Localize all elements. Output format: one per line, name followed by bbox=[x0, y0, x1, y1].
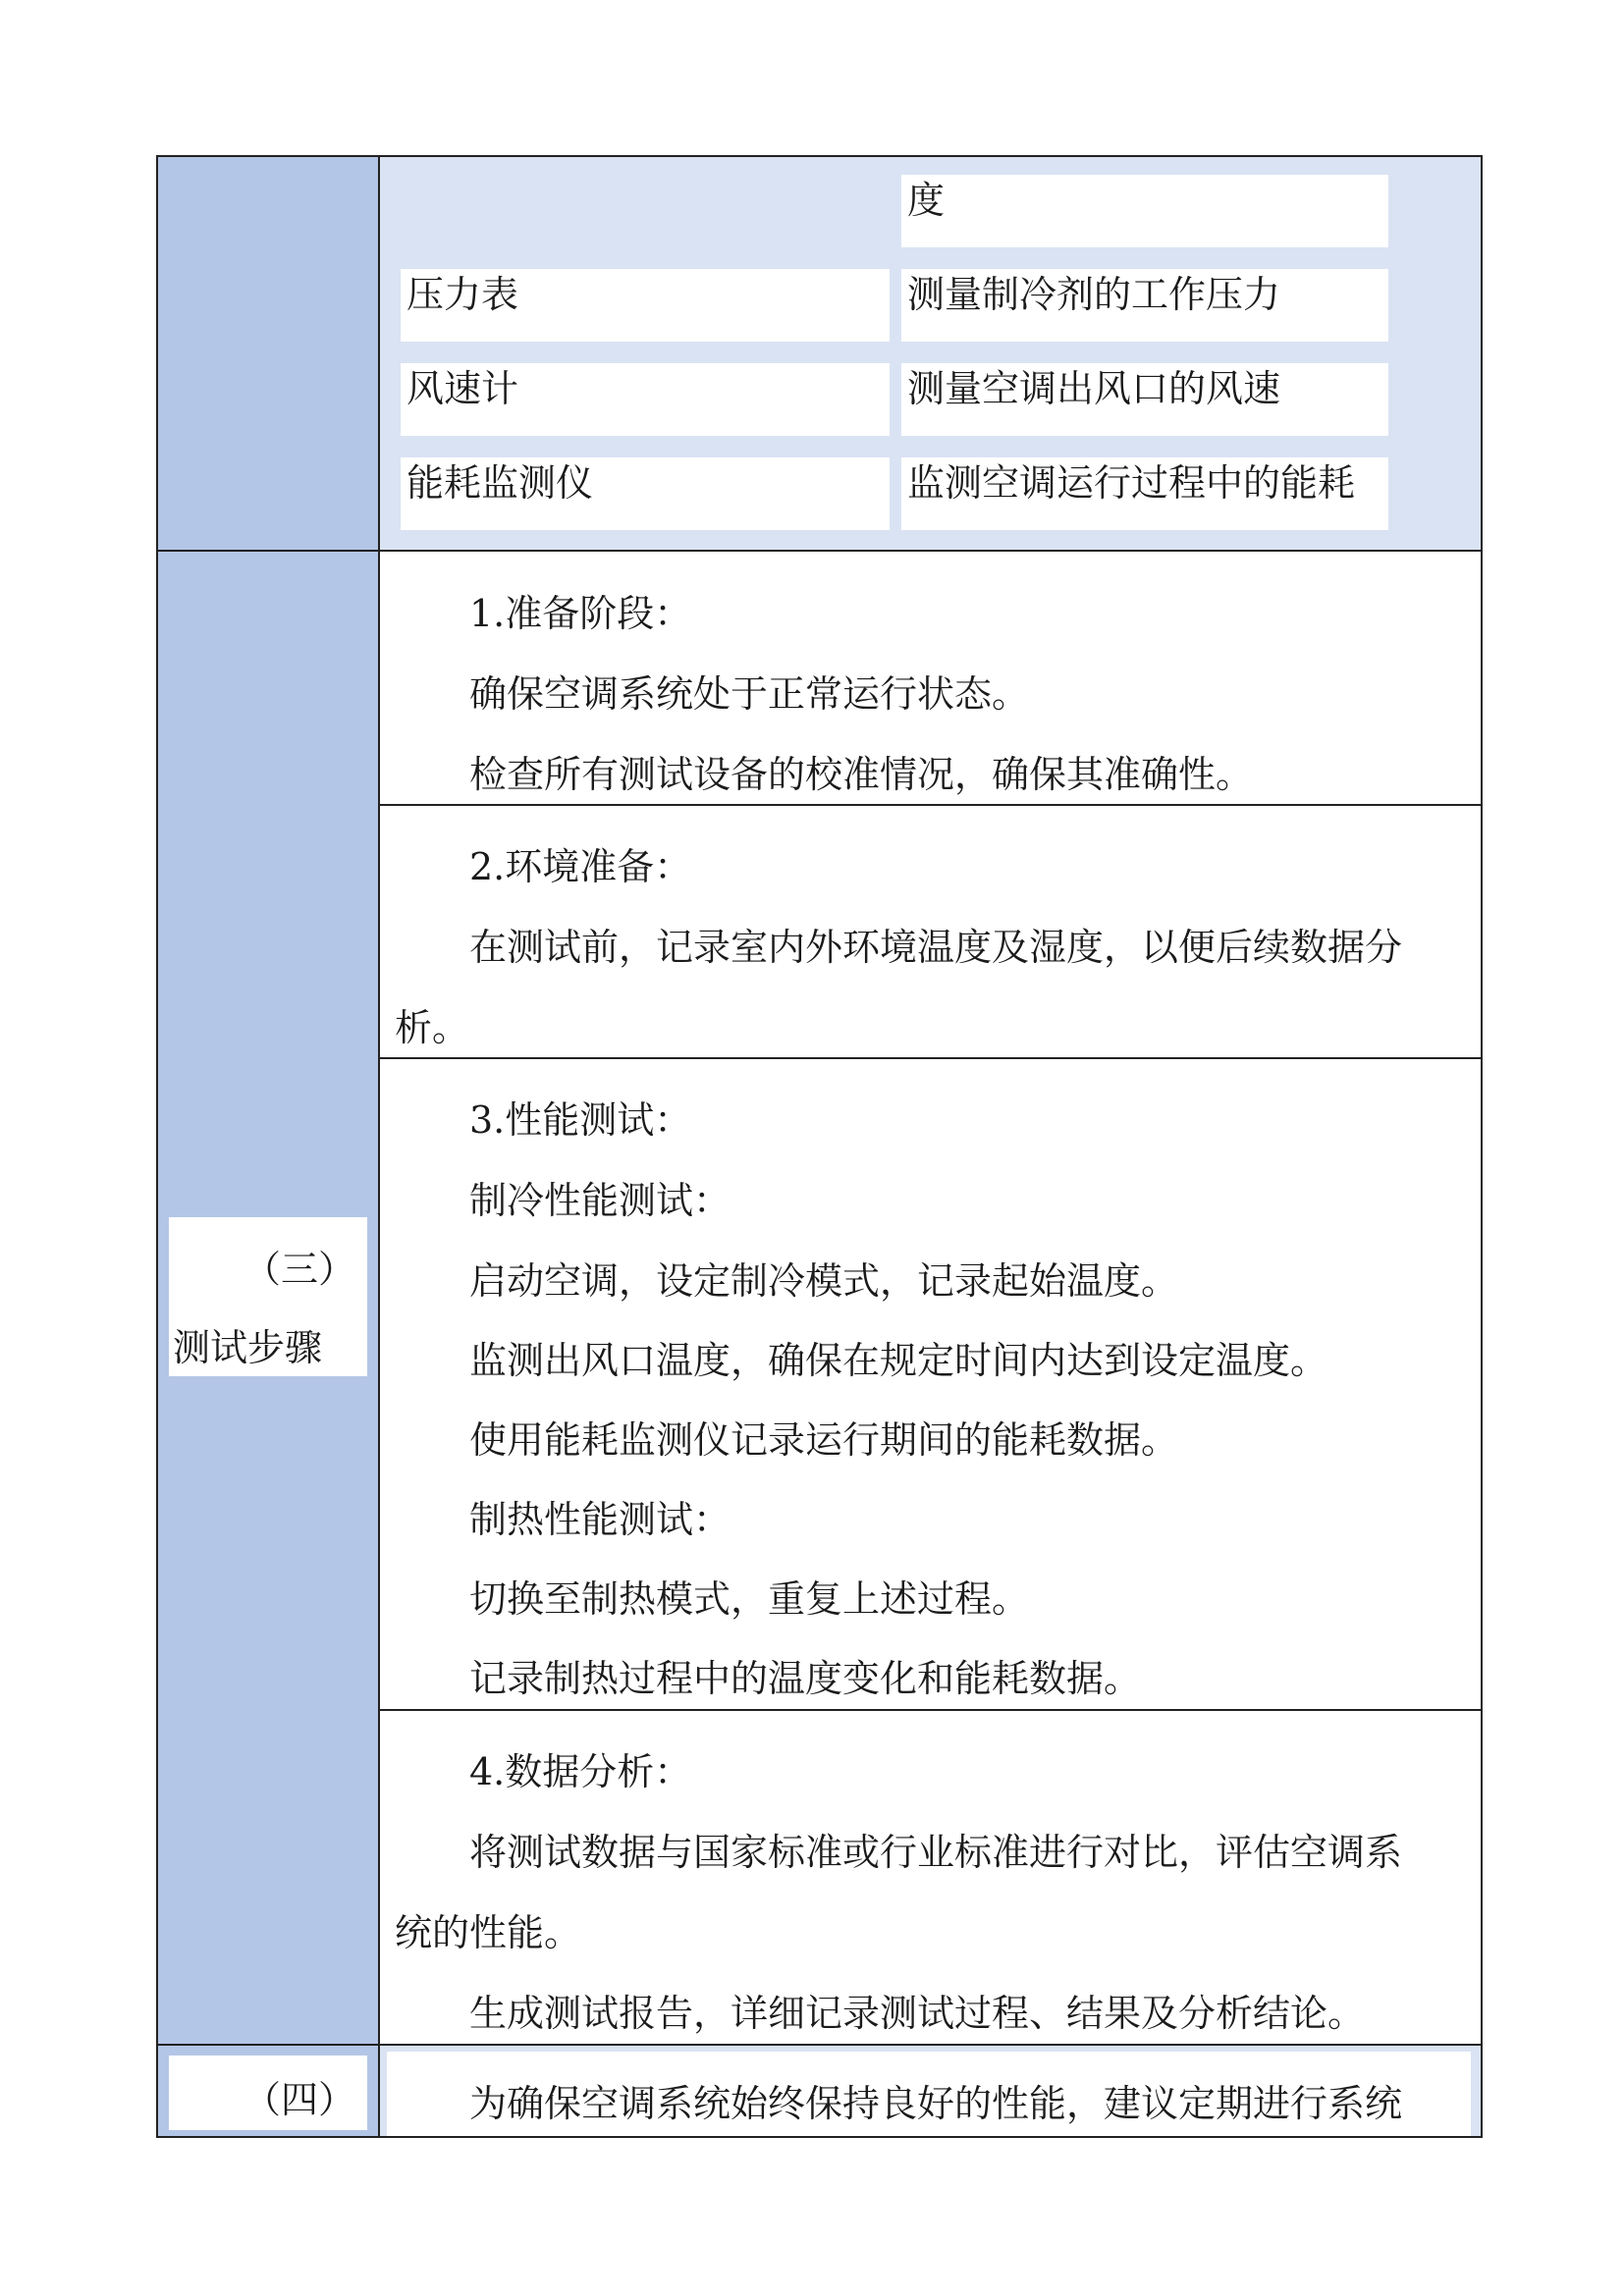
section3-number: （三） bbox=[243, 1248, 355, 1291]
equipment-purpose-cell: 测量空调出风口的风速 bbox=[901, 363, 1388, 436]
equipment-purpose-cell: 测量制冷剂的工作压力 bbox=[901, 269, 1388, 342]
step-line: 制冷性能测试： bbox=[469, 1179, 731, 1222]
step-line: 记录制热过程中的温度变化和能耗数据。 bbox=[469, 1657, 1142, 1700]
step-line: 确保空调系统处于正常运行状态。 bbox=[469, 672, 1030, 716]
step-line: 将测试数据与国家标准或行业标准进行对比，评估空调系 bbox=[469, 1831, 1403, 1874]
table-frame bbox=[156, 155, 1483, 2138]
section4-number: （四） bbox=[243, 2078, 355, 2121]
row-divider bbox=[379, 1057, 1483, 1059]
step-line: 使用能耗监测仪记录运行期间的能耗数据。 bbox=[469, 1418, 1179, 1462]
step-line: 制热性能测试： bbox=[469, 1498, 731, 1541]
row-divider bbox=[379, 804, 1483, 806]
step-line: 启动空调，设定制冷模式，记录起始温度。 bbox=[469, 1259, 1179, 1303]
step-line: 监测出风口温度，确保在规定时间内达到设定温度。 bbox=[469, 1339, 1328, 1382]
step-heading: 1.准备阶段： bbox=[469, 592, 692, 635]
section3-title: 测试步骤 bbox=[173, 1326, 323, 1369]
row-divider bbox=[156, 2044, 1483, 2046]
equipment-purpose-cell: 度 bbox=[901, 175, 1388, 247]
step-line: 检查所有测试设备的校准情况，确保其准确性。 bbox=[469, 753, 1254, 796]
step-line: 在测试前，记录室内外环境温度及湿度，以便后续数据分 bbox=[469, 926, 1403, 969]
step-heading: 4.数据分析： bbox=[469, 1750, 692, 1793]
equipment-name-cell: 风速计 bbox=[401, 363, 890, 436]
row-divider bbox=[379, 1709, 1483, 1711]
equipment-name-cell: 能耗监测仪 bbox=[401, 457, 890, 530]
row-divider bbox=[156, 550, 1483, 552]
step-heading: 3.性能测试： bbox=[469, 1098, 692, 1142]
step-heading: 2.环境准备： bbox=[469, 845, 692, 888]
step-line: 析。 bbox=[395, 1006, 470, 1049]
section4-text: 为确保空调系统始终保持良好的性能，建议定期进行系统 bbox=[469, 2082, 1403, 2125]
equipment-name-cell: 压力表 bbox=[401, 269, 890, 342]
step-line: 生成测试报告，详细记录测试过程、结果及分析结论。 bbox=[469, 1992, 1366, 2035]
step-line: 统的性能。 bbox=[395, 1911, 582, 1954]
equipment-purpose-cell: 监测空调运行过程中的能耗 bbox=[901, 457, 1388, 530]
step-line: 切换至制热模式，重复上述过程。 bbox=[469, 1577, 1030, 1621]
column-divider bbox=[378, 155, 380, 2138]
